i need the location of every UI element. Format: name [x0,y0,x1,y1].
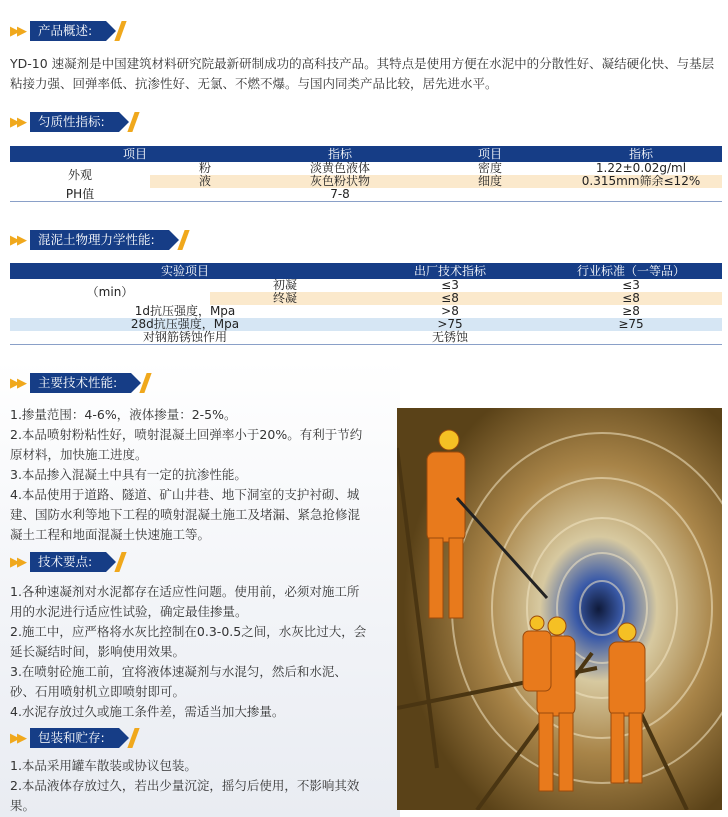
table-cell: >75 [437,317,463,331]
table-header: 项目 [420,146,560,162]
accent-bar [127,112,139,132]
tunnel-illustration [397,408,722,810]
section-title: 技术要点: [30,552,106,572]
section-title: 匀质性指标: [30,112,119,132]
list-item: 2.本品喷射粉粘性好，喷射混凝土回弹率小于20%。有利于节约原材料，加快施工进度。 [10,427,363,462]
table-cell: ≤8 [441,291,459,305]
list-item: 1.各种速凝剂对水泥都存在适应性问题。使用前，必须对施工所用的水泥进行适应性试验，确定最佳掺量。 [10,584,360,619]
section-header-overview [10,20,123,42]
uniformity-table [10,146,722,202]
table-row [10,305,722,318]
section-header-performance [10,372,148,394]
tips-list [10,582,370,722]
table-cell: 1d抗压强度，Mpa [134,304,236,318]
section-header-uniformity [10,111,136,133]
table-row [10,318,722,331]
table-cell: ≤3 [622,278,640,292]
performance-list [10,405,370,545]
list-item: 3.本品掺入混凝土中具有一定的抗渗性能。 [10,467,247,482]
double-arrow-icon: ▶▶ [10,375,24,391]
table-cell: ≤3 [441,278,459,292]
packaging-list [10,756,370,816]
section-title: 包装和贮存: [30,728,119,748]
table-cell: 无锈蚀 [431,330,468,344]
list-item: 3.在喷射砼施工前，宜将液体速凝剂与水混匀，然后和水泥、砂、石用喷射机立即喷射即可。 [10,664,347,699]
list-item: 1.本品采用罐车散装或协议包装。 [10,758,197,773]
table-cell: 粉 [198,161,211,175]
table-header-row [10,263,722,279]
mechanics-table [10,263,722,345]
table-header: 出厂技术指标 [360,263,540,279]
table-row [10,279,722,292]
table-cell: 7-8 [330,187,350,201]
table-cell: 28d抗压强度，Mpa [130,317,240,331]
table-cell: 细度 [477,174,502,188]
table-cell: 1.22±0.02g/ml [595,161,687,175]
min-label: （min） [86,284,134,299]
table-cell: 灰色粉状物 [309,174,370,188]
table-row [10,188,722,202]
section-header-mechanics [10,229,186,251]
accent-bar [177,230,189,250]
table-cell: 液 [198,174,211,188]
table-header: 指标 [260,146,420,162]
overview-text: YD-10 速凝剂是中国建筑材料研究院最新研制成功的高科技产品。其特点是使用方便在水泥中的分散性好、凝结硬化快、与基层粘接力强、回弹率低、抗渗性好、无氯、不燃不爆。与国内同类产品比较，居先进水平。 [10,56,715,91]
table-cell: 淡黄色液体 [309,161,370,175]
table-cell: ≥8 [622,304,640,318]
table-header: 指标 [560,146,722,162]
table-header: 实验项目 [10,263,360,279]
section-title: 主要技术性能: [30,373,131,393]
double-arrow-icon: ▶▶ [10,232,24,248]
table-header: 行业标准（一等品） [540,263,722,279]
list-item: 4.本品使用于道路、隧道、矿山井巷、地下洞室的支护衬砌、城建、国防水利等地下工程的喷射混凝土施工及堵漏、紧急抢修混凝土工程和地面混凝土快速施工等。 [10,487,361,542]
table-header-row [10,146,722,162]
double-arrow-icon: ▶▶ [10,114,24,130]
table-cell: 0.315mm筛余≤12% [581,174,701,188]
table-cell: PH值 [65,187,95,201]
table-cell: 密度 [477,161,502,175]
double-arrow-icon: ▶▶ [10,554,24,570]
list-item: 1.掺量范围：4-6%，液体掺量：2-5%。 [10,407,237,422]
table-cell: 对钢筋锈蚀作用 [142,330,227,344]
table-cell: >8 [441,304,459,318]
double-arrow-icon: ▶▶ [10,23,24,39]
table-cell: ≥75 [618,317,644,331]
table-cell: 终凝 [272,291,297,305]
section-header-tips [10,551,123,573]
double-arrow-icon: ▶▶ [10,730,24,746]
list-item: 2.本品液体存放过久，若出少量沉淀，摇匀后使用，不影响其效果。 [10,778,360,813]
list-item: 4.水泥存放过久或施工条件差，需适当加大掺量。 [10,704,285,719]
appearance-label: 外观 [67,167,92,182]
table-cell: ≤8 [622,291,640,305]
tunnel-construction-photo [397,408,722,810]
section-title: 混泥土物理力学性能: [30,230,169,250]
accent-bar [115,21,127,41]
list-item: 2.施工中，应严格将水灰比控制在0.3-0.5之间，水灰比过大，会延长凝结时间，影响使用效果。 [10,624,367,659]
table-header: 项目 [10,146,260,162]
section-header-packaging [10,727,136,749]
section-title: 产品概述: [30,21,106,41]
table-row [10,331,722,345]
table-cell: 初凝 [272,278,297,292]
